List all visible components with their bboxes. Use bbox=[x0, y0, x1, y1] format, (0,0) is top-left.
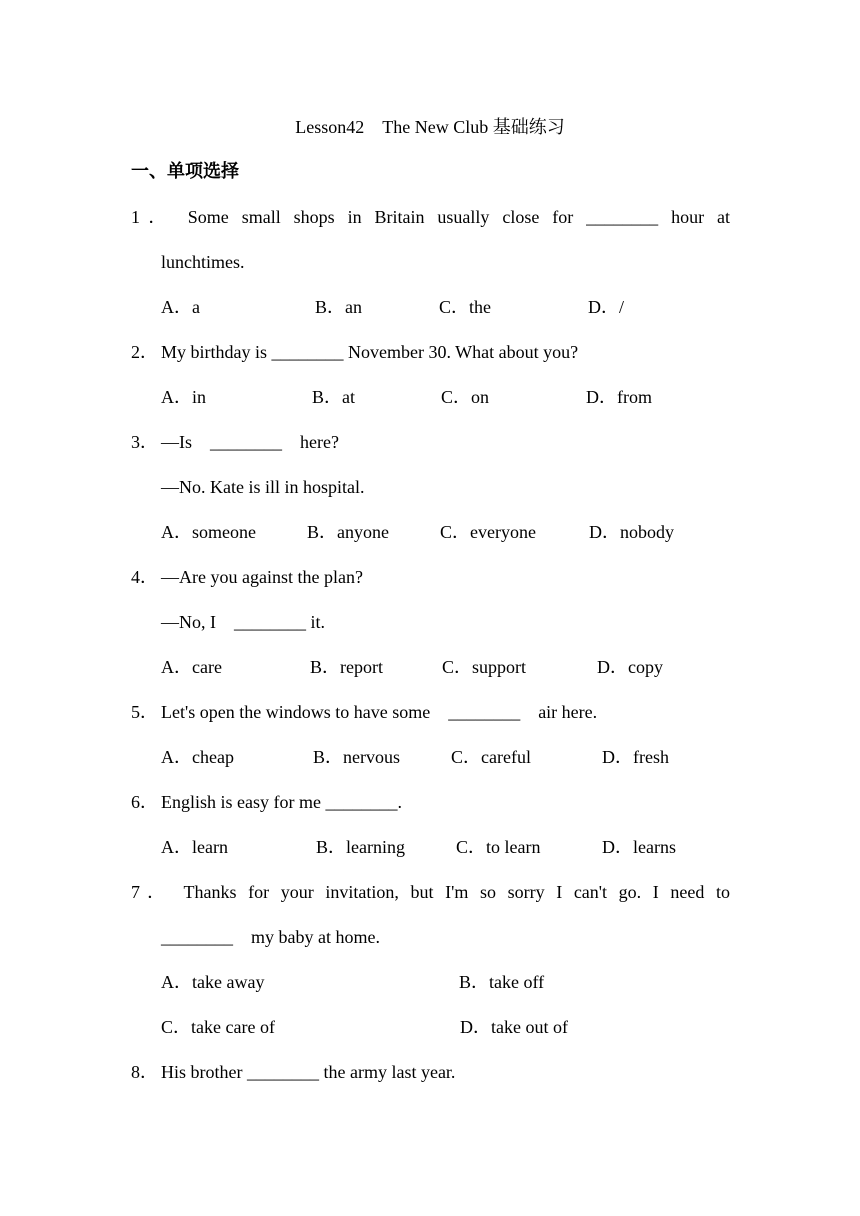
question-text: My birthday is ________ November 30. What about you? bbox=[161, 342, 579, 362]
option-c: C．the bbox=[439, 297, 491, 317]
section-heading: 一、单项选择 bbox=[131, 161, 239, 182]
question-text: —Is ________ here? bbox=[161, 432, 339, 452]
option-c: C．on bbox=[441, 387, 490, 407]
question-number: 3． bbox=[131, 432, 158, 452]
question-number: 6． bbox=[131, 792, 158, 812]
question-number: 8． bbox=[131, 1062, 158, 1082]
option-d: D．fresh bbox=[602, 747, 669, 767]
question-number: 7． bbox=[131, 882, 173, 902]
option-c: C．everyone bbox=[440, 522, 536, 542]
page-title: Lesson42 The New Club 基础练习 bbox=[295, 117, 565, 137]
option-a: A．care bbox=[161, 657, 222, 677]
option-b: B．report bbox=[310, 657, 383, 677]
question-1-stem-cont: lunchtimes. bbox=[161, 252, 245, 272]
option-c: C．careful bbox=[451, 747, 531, 767]
question-number: 5． bbox=[131, 702, 158, 722]
question-reply: —No, I ________ it. bbox=[161, 612, 325, 632]
option-a: A．learn bbox=[161, 837, 228, 857]
option-b: B．at bbox=[312, 387, 355, 407]
option-b: B．an bbox=[315, 297, 362, 317]
option-d: D．from bbox=[586, 387, 652, 407]
option-c: C．to learn bbox=[456, 837, 541, 857]
question-text: —Are you against the plan? bbox=[161, 567, 363, 587]
option-d: D．nobody bbox=[589, 522, 674, 542]
question-number: 4． bbox=[131, 567, 158, 587]
question-text: Let's open the windows to have some ________ air here. bbox=[161, 702, 598, 722]
option-d: D．learns bbox=[602, 837, 676, 857]
question-text: His brother ________ the army last year. bbox=[161, 1062, 456, 1082]
option-a: A．cheap bbox=[161, 747, 234, 767]
option-b: B．anyone bbox=[307, 522, 389, 542]
option-a: A．in bbox=[161, 387, 206, 407]
question-text: English is easy for me ________. bbox=[161, 792, 402, 812]
option-a: A．someone bbox=[161, 522, 256, 542]
option-a: A．a bbox=[161, 297, 200, 317]
question-text: Some small shops in Britain usually close for ________ hour at bbox=[187, 207, 731, 227]
option-b: B．take off bbox=[459, 972, 545, 992]
option-b: B．learning bbox=[316, 837, 405, 857]
option-c: C．support bbox=[442, 657, 527, 677]
option-c: C．take care of bbox=[161, 1017, 275, 1037]
option-b: B．nervous bbox=[313, 747, 400, 767]
question-number: 2． bbox=[131, 342, 158, 362]
option-d: D．/ bbox=[588, 297, 624, 317]
option-d: D．copy bbox=[597, 657, 663, 677]
question-7-stem-cont: ________ my baby at home. bbox=[161, 927, 380, 947]
option-a: A．take away bbox=[161, 972, 265, 992]
question-reply: —No. Kate is ill in hospital. bbox=[161, 477, 365, 497]
question-1-stem bbox=[131, 206, 730, 228]
question-number: 1． bbox=[131, 207, 175, 227]
question-text: Thanks for your invitation, but I'm so sorry I can't go. I need to bbox=[183, 882, 730, 902]
question-7-stem bbox=[131, 881, 730, 903]
option-d: D．take out of bbox=[460, 1017, 568, 1037]
